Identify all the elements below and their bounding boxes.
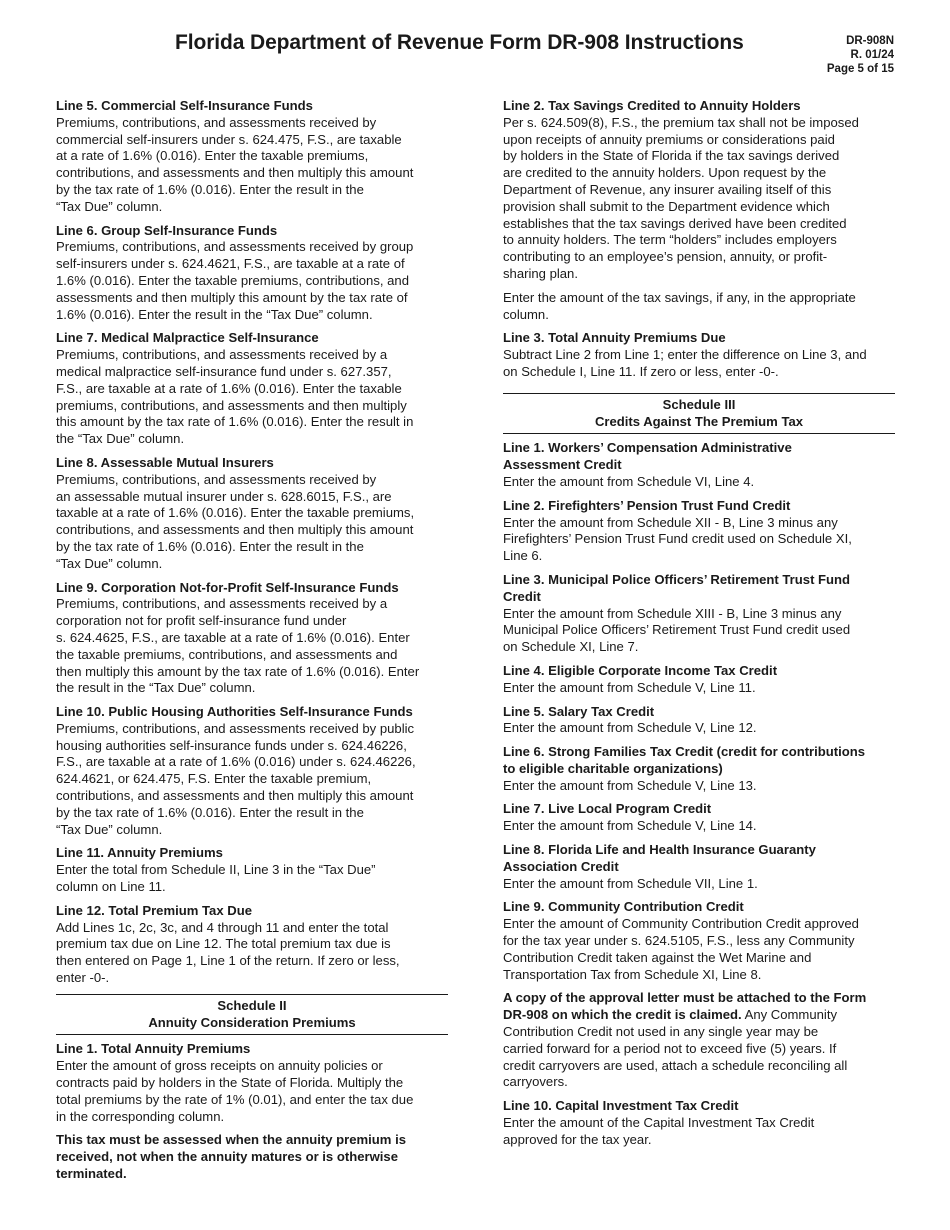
section-schedule-iii-line-8 [503,842,895,892]
body-line: F.S., are taxable at a rate of 1.6% (0.016) under s. 624.46226, [56,754,416,770]
section-line-11 [56,845,448,895]
body-line: Municipal Police Officers’ Retirement Trust Fund credit used [503,622,851,638]
section-heading: Association Credit [503,858,619,874]
body-line: housing authorities self-insurance funds under s. 624.46226, [56,737,407,753]
section-schedule-ii-line-1 [56,1041,448,1125]
body-line: enter -0-. [56,970,110,986]
section-schedule-iii-line-4 [503,663,895,697]
body-line: approved for the tax year. [503,1131,652,1147]
body-line: Per s. 624.509(8), F.S., the premium tax shall not be imposed [503,114,859,130]
schedule-iii-header [503,393,895,435]
section-schedule-iii-line-1 [503,440,895,490]
page-title: Florida Department of Revenue Form DR-908 Instructions [175,31,744,54]
body-line: Transportation Tax from Schedule XI, Line 8. [503,966,762,982]
schedule-subtitle: Annuity Consideration Premiums [148,1014,356,1030]
page-number: Page 5 of 15 [826,63,894,75]
body-line: column on Line 11. [56,879,166,895]
body-line: F.S., are taxable at a rate of 1.6% (0.016). Enter the taxable [56,380,402,396]
section-heading: Line 2. Firefighters’ Pension Trust Fund Credit [503,497,791,513]
body-line: 1.6% (0.016). Enter the result in the “Tax Due” column. [56,306,373,322]
body-line: in the corresponding column. [56,1108,225,1124]
body-line: contributing to an employee’s pension, annuity, or profit- [503,249,828,265]
form-code: DR-908N [846,35,894,47]
section-line-7 [56,330,448,448]
body-line: corporation not for profit self-insurance fund under [56,613,347,629]
body-line: 624.4621, or 624.475, F.S. Enter the taxable premium, [56,771,372,787]
body-line: the “Tax Due” column. [56,431,185,447]
section-schedule-iii-line-5 [503,704,895,738]
left-column [56,98,448,1190]
body-line: Firefighters’ Pension Trust Fund credit used on Schedule XI, [503,531,852,547]
body-line: Premiums, contributions, and assessments received by public [56,720,415,736]
section-schedule-iii-line-9 [503,899,895,983]
body-line: Enter the amount of gross receipts on annuity policies or [56,1058,383,1074]
body-line: Enter the amount from Schedule VII, Line 1. [503,875,758,891]
body-line: Contribution Credit not used in any single year may be [503,1024,819,1040]
section-schedule-ii-line-3 [503,330,895,380]
section-line-9 [56,580,448,698]
schedule-title: Schedule II [217,997,287,1013]
body-line: an assessable mutual insurer under s. 628.6015, F.S., are [56,488,392,504]
body-line: this amount by the tax rate of 1.6% (0.016). Enter the result in [56,414,414,430]
body-line: commercial self-insurers under s. 624.475, F.S., are taxable [56,131,402,147]
body-line: s. 624.4625, F.S., are taxable at a rate of 1.6% (0.016). Enter [56,629,410,645]
section-heading: Line 1. Total Annuity Premiums [56,1041,251,1057]
annuity-note [56,1132,448,1182]
body-line: Enter the amount of the Capital Investment Tax Credit [503,1115,815,1131]
body-line: Contribution Credit taken against the Wet Marine and [503,949,812,965]
section-line-8 [56,455,448,573]
form-revision: R. 01/24 [850,49,894,61]
section-heading: Line 6. Strong Families Tax Credit (credit for contributions [503,744,866,760]
section-heading: Line 3. Total Annuity Premiums Due [503,330,726,346]
body-line: Line 6. [503,548,543,564]
section-heading: Line 2. Tax Savings Credited to Annuity Holders [503,98,801,113]
body-line: are credited to the annuity holders. Upon request by the [503,165,827,181]
body-line: assessments and then multiply this amount by the tax rate of [56,289,408,305]
section-line-5 [56,98,448,216]
body-line: for the tax year under s. 624.5105, F.S., less any Community [503,933,855,949]
body-line: Enter the amount from Schedule V, Line 14. [503,818,757,834]
body-line: at a rate of 1.6% (0.016). Enter the taxable premiums, [56,148,369,164]
body-line: Enter the amount from Schedule VI, Line 4. [503,473,755,489]
body-line: “Tax Due” column. [56,821,163,837]
body-line: contracts paid by holders in the State of Florida. Multiply the [56,1075,404,1091]
body-line: by the tax rate of 1.6% (0.016). Enter the result in the [56,181,364,197]
note-line: received, not when the annuity matures or is otherwise [56,1149,398,1165]
section-heading: Line 7. Live Local Program Credit [503,801,712,817]
form-meta [827,34,894,76]
body-line: contributions, and assessments and then multiply this amount [56,788,414,804]
section-heading: Line 1. Workers’ Compensation Administrative [503,440,792,456]
section-heading: Line 6. Group Self-Insurance Funds [56,222,278,238]
section-heading: Line 10. Capital Investment Tax Credit [503,1098,739,1114]
body-line: Premiums, contributions, and assessments received by a [56,347,388,363]
body-line: Enter the amount from Schedule V, Line 11. [503,679,756,695]
body-line: contributions, and assessments and then multiply this amount [56,165,414,181]
body-line: Enter the total from Schedule II, Line 3 in the “Tax Due” [56,862,376,878]
section-heading: Line 7. Medical Malpractice Self-Insurance [56,330,319,346]
right-column [503,98,895,1156]
body-line: Enter the amount from Schedule V, Line 12. [503,720,757,736]
body-line: Add Lines 1c, 2c, 3c, and 4 through 11 and enter the total [56,919,389,935]
section-heading: Line 8. Assessable Mutual Insurers [56,454,274,470]
section-heading: to eligible charitable organizations) [503,760,723,776]
body-line: provision shall submit to the Department evidence which [503,198,830,214]
body-line: establishes that the tax savings derived have been credited [503,215,847,231]
body-line: by holders in the State of Florida if the tax savings derived [503,148,840,164]
body-line: the result in the “Tax Due” column. [56,680,256,696]
section-heading: Line 12. Total Premium Tax Due [56,902,252,918]
body-line: the taxable premiums, contributions, and assessments and [56,646,398,662]
note-line [503,1007,895,1024]
body-line: taxable at a rate of 1.6% (0.016). Enter the taxable premiums, [56,505,415,521]
body-line: on Schedule I, Line 11. If zero or less, enter -0-. [503,363,779,379]
section-line-10 [56,704,448,838]
section-heading: Line 10. Public Housing Authorities Self-Insurance Funds [56,704,413,720]
schedule-ii-header [56,994,448,1036]
body-line: Enter the amount of the tax savings, if any, in the appropriate [503,289,856,305]
body-line: carryovers. [503,1074,568,1090]
body-line: 1.6% (0.016). Enter the taxable premiums, contributions, and [56,272,409,288]
note-line: This tax must be assessed when the annuity premium is [56,1132,406,1148]
body-line: premium tax due on Line 12. The total premium tax due is [56,936,391,952]
body-line: upon receipts of annuity premiums or considerations paid [503,131,835,147]
body-line: Subtract Line 2 from Line 1; enter the difference on Line 3, and [503,347,867,363]
section-schedule-iii-line-6 [503,744,895,794]
section-schedule-iii-line-7 [503,801,895,835]
note-text: Any Community [741,1007,837,1023]
body-line: Premiums, contributions, and assessments received by group [56,239,414,255]
section-schedule-iii-line-10 [503,1098,895,1148]
section-heading: Line 3. Municipal Police Officers’ Retirement Trust Fund [503,571,851,587]
section-heading: Line 9. Corporation Not-for-Profit Self-Insurance Funds [56,579,399,595]
body-line: medical malpractice self-insurance fund under s. 627.357, [56,363,392,379]
section-schedule-iii-line-2 [503,498,895,565]
section-heading: Line 8. Florida Life and Health Insurance Guaranty [503,842,816,858]
body-line: by the tax rate of 1.6% (0.016). Enter the result in the [56,538,364,554]
body-line: on Schedule XI, Line 7. [503,639,639,655]
body-line: Premiums, contributions, and assessments received by [56,114,377,130]
schedule-title: Schedule III [662,396,736,412]
body-line: by the tax rate of 1.6% (0.016). Enter the result in the [56,804,364,820]
body-line: column. [503,306,549,322]
body-line: Premiums, contributions, and assessments received by a [56,596,388,612]
body-line: carried forward for a period not to exceed five (5) years. If [503,1040,837,1056]
body-line: total premiums by the rate of 1% (0.01), and enter the tax due [56,1091,414,1107]
section-line-6 [56,223,448,324]
section-line-12 [56,903,448,987]
body-line: to annuity holders. The term “holders” includes employers [503,232,837,248]
section-heading: Line 9. Community Contribution Credit [503,899,744,915]
section-heading: Line 5. Commercial Self-Insurance Funds [56,98,313,113]
body-line: “Tax Due” column. [56,555,163,571]
body-line: Enter the amount from Schedule V, Line 13. [503,777,757,793]
section-schedule-ii-line-2 [503,98,895,323]
body-line: Enter the amount from Schedule XIII - B, Line 3 minus any [503,605,842,621]
body-line: “Tax Due” column. [56,198,163,214]
body-line: self-insurers under s. 624.4621, F.S., are taxable at a rate of [56,256,405,272]
body-line: then multiply this amount by the tax rate of 1.6% (0.016). Enter [56,663,420,679]
section-schedule-iii-line-3 [503,572,895,656]
body-line: Department of Revenue, any insurer availing itself of this [503,181,832,197]
section-heading: Line 4. Eligible Corporate Income Tax Credit [503,662,778,678]
section-heading: Line 5. Salary Tax Credit [503,703,655,719]
body-line: Enter the amount of Community Contribution Credit approved [503,916,859,932]
body-line: Enter the amount from Schedule XII - B, Line 3 minus any [503,514,838,530]
note-line: A copy of the approval letter must be attached to the Form [503,990,867,1006]
body-line: contributions, and assessments and then multiply this amount [56,522,414,538]
body-line: credit carryovers are used, attach a schedule reconciling all [503,1057,848,1073]
body-line: premiums, contributions, and assessments and then multiply [56,397,407,413]
body-line: then entered on Page 1, Line 1 of the return. If zero or less, [56,953,400,969]
schedule-subtitle: Credits Against The Premium Tax [594,413,804,429]
section-heading: Line 11. Annuity Premiums [56,845,223,861]
section-heading: Assessment Credit [503,457,622,473]
body-line: sharing plan. [503,265,578,281]
section-heading: Credit [503,588,541,604]
note-line: terminated. [56,1166,127,1182]
body-line: Premiums, contributions, and assessments received by [56,471,377,487]
approval-letter-note [503,990,895,1091]
note-bold-text: DR-908 on which the credit is claimed. [503,1007,742,1023]
